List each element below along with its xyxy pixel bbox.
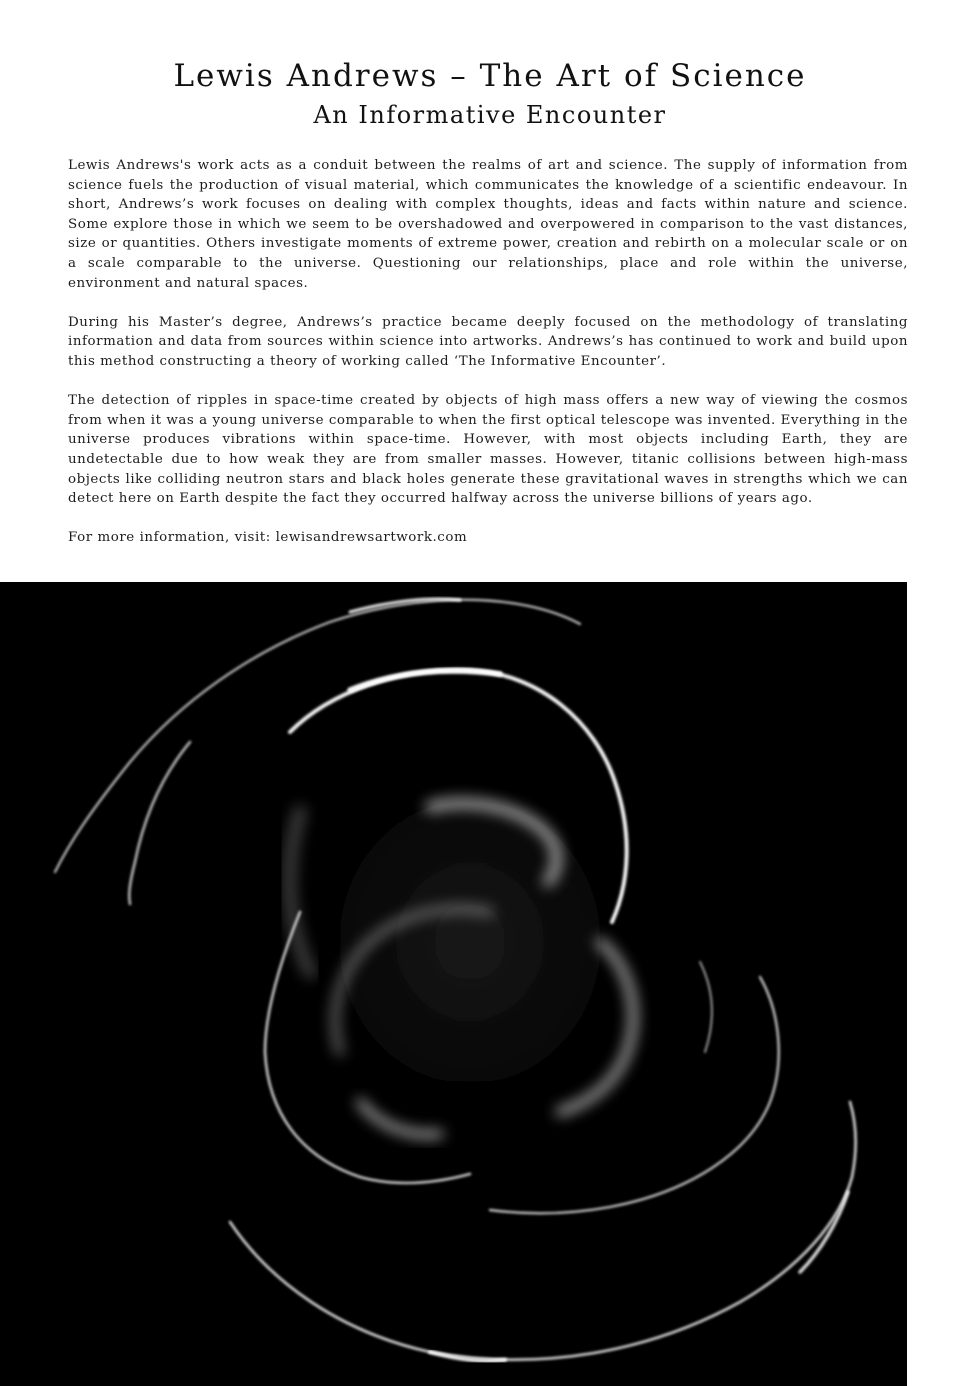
- paragraph-gravitational-waves: The detection of ripples in space-time created by objects of high mass offers a new way of viewing the cosmos from when it was a young universe comparable to when the first optical telescope was invented. Everything in the universe produces vibrations within space-time. However, with most objects including Earth, they are undetectable due to how weak they are from smaller masses. However, titanic collisions between high-mass objects like colliding neutron stars and black holes generate these gravitational waves in strengths which we can detect here on Earth despite the fact they occurred halfway across the universe billions of years ago.: [68, 393, 909, 507]
- body-text: [68, 156, 908, 567]
- page-title: Lewis Andrews – The Art of Science: [173, 58, 807, 94]
- artwork-rings: [0, 582, 907, 1386]
- paragraph-more-info: For more information, visit: lewisandrewsartwork.com: [68, 530, 468, 546]
- paragraph-masters: During his Master’s degree, Andrews’s practice became deeply focused on the methodology of translating information and data from sources within science into artworks. Andrews’s has continued to work and build upon this method constructing a theory of working called ‘The Informative Encounter’.: [68, 314, 908, 369]
- artwork-image: [0, 582, 907, 1386]
- header: [0, 56, 980, 132]
- page-subtitle: An Informative Encounter: [313, 101, 667, 129]
- paragraph-intro: Lewis Andrews's work acts as a conduit between the realms of art and science. The supply of information from science fuels the production of visual material, which communicates the knowledge of a scientific endeavour. In short, Andrews’s work focuses on dealing with complex thoughts, ideas and facts within nature and science. Some explore those in which we seem to be overshadowed and overpowered in comparison to the vast distances, size or quantities. Others investigate moments of extreme power, creation and rebirth on a molecular scale or on a scale comparable to the universe. Questioning our relationships, place and role within the universe, environment and natural spaces.: [68, 158, 908, 291]
- central-haze: [240, 692, 700, 1192]
